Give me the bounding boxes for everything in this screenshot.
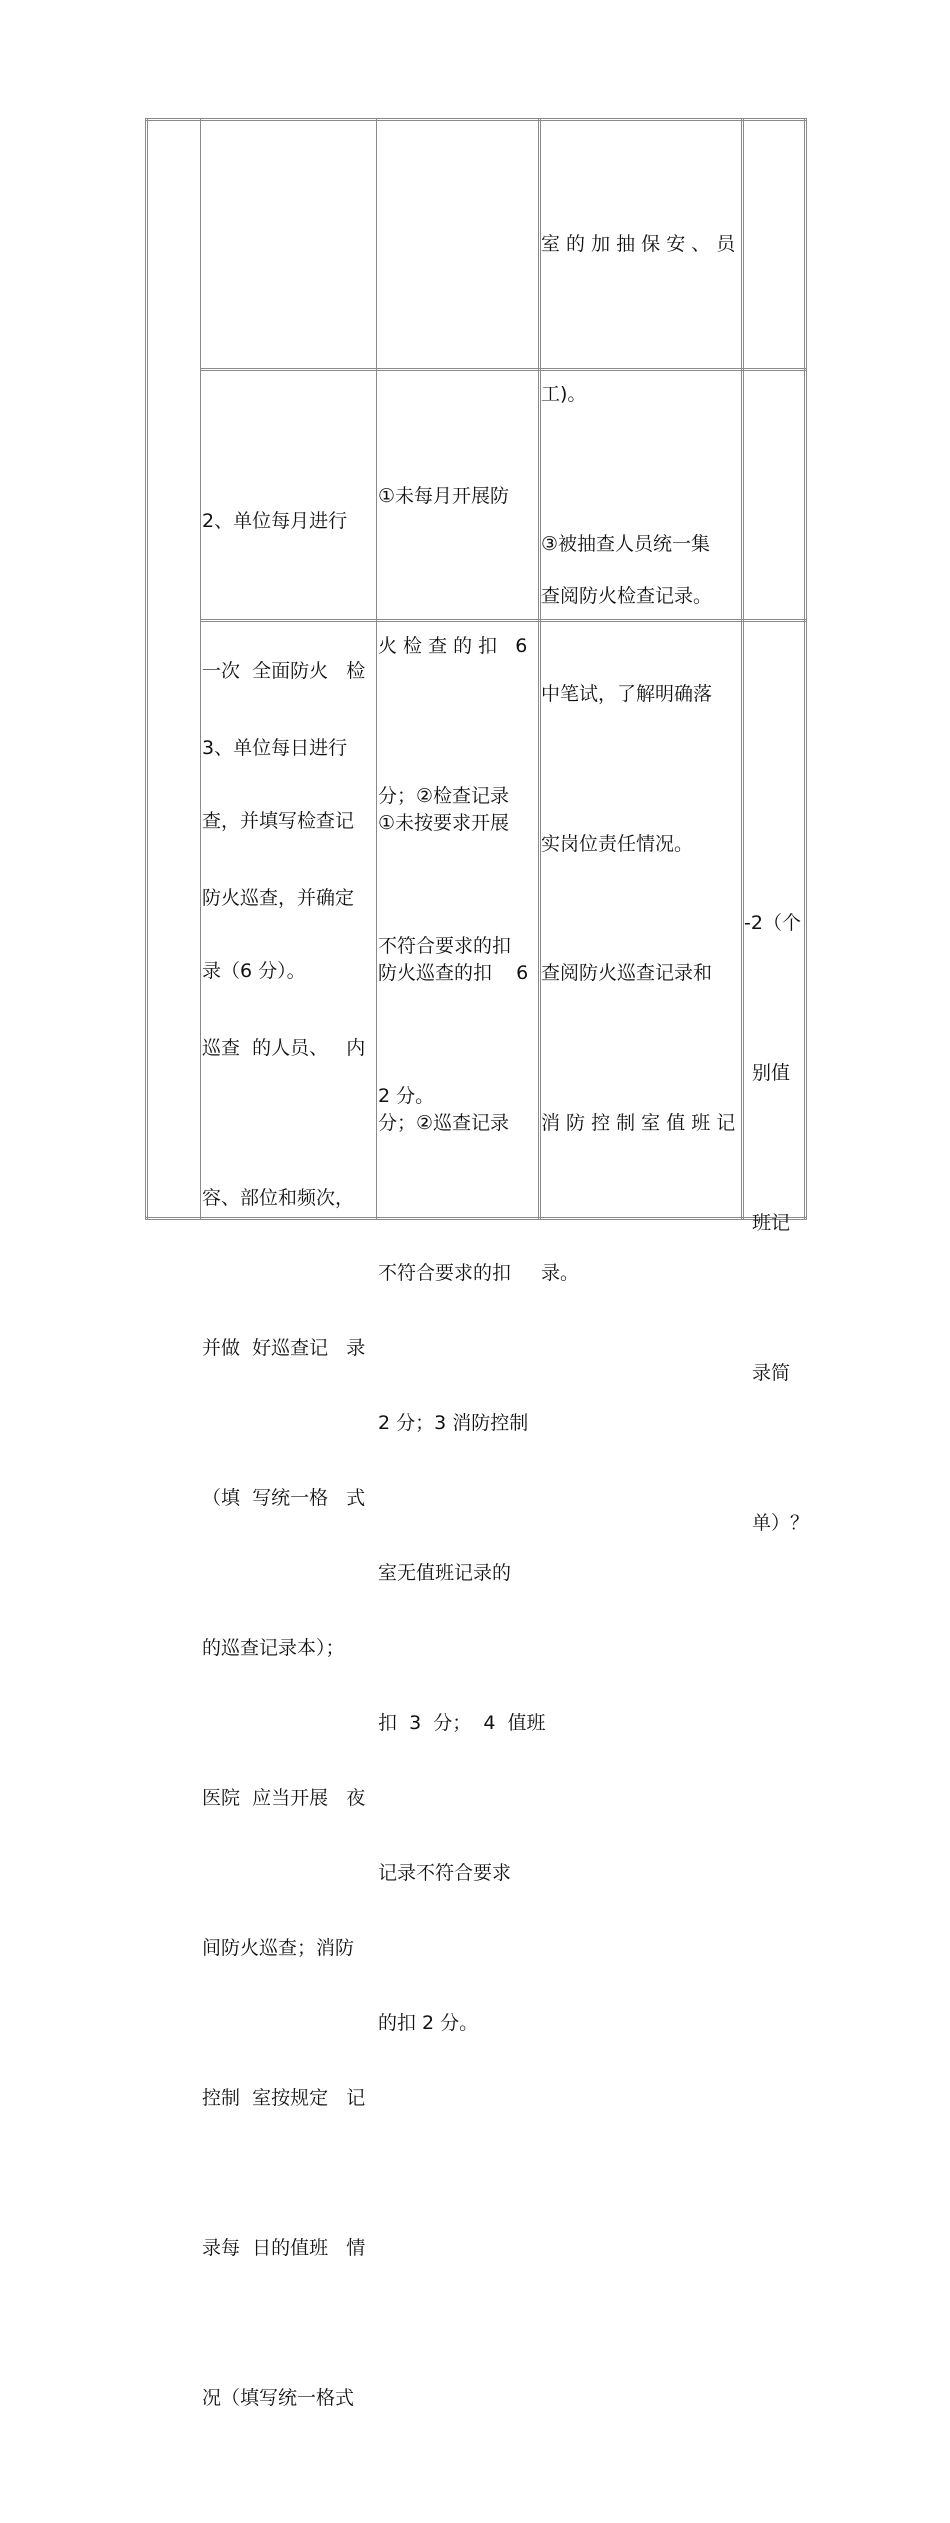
text-line: 巡查 的人员、 内 bbox=[202, 1037, 366, 1059]
text-line: 录每 日的值班 情 bbox=[202, 2237, 366, 2259]
text-line: 录。 bbox=[541, 1262, 580, 1284]
row3-deduction-cell bbox=[378, 698, 546, 2148]
text-line: 间防火巡查；消防 bbox=[202, 1937, 355, 1959]
text-line: 2 分。 bbox=[378, 1085, 435, 1107]
text-line: 别值 bbox=[752, 1062, 791, 1084]
column-divider-1 bbox=[200, 118, 201, 1220]
text-line: 查，并填写检查记 bbox=[202, 810, 355, 832]
text-line: 实岗位责任情况。 bbox=[541, 833, 694, 855]
text-line: 容、部位和频次， bbox=[202, 1187, 355, 1209]
column-divider-2 bbox=[376, 118, 377, 1220]
text-line: 录简 bbox=[752, 1362, 791, 1384]
text-line: 的扣 2 分。 bbox=[378, 2012, 479, 2034]
text-line: 不符合要求的扣 bbox=[378, 935, 512, 957]
text-line: 室 的 加 抽 保 安 、 员 bbox=[541, 233, 736, 255]
row3-method-cell bbox=[541, 848, 735, 1398]
text-line: 并做 好巡查记 录 bbox=[202, 1337, 366, 1359]
text-line: 分；②检查记录 bbox=[378, 785, 510, 807]
text-line: 防火巡查，并确定 bbox=[202, 887, 355, 909]
text-line: （填 写统一格 式 bbox=[202, 1487, 366, 1509]
text-line: 中笔试，了解明确落 bbox=[541, 683, 713, 705]
text-line: 录（6 分）。 bbox=[202, 960, 306, 982]
row2-method-cell bbox=[541, 471, 712, 721]
text-line: 分；②巡查记录 bbox=[378, 1112, 510, 1134]
text-line: 室无值班记录的 bbox=[378, 1562, 512, 1584]
text-line: ①未每月开展防 bbox=[378, 485, 510, 507]
text-line: 一次 全面防火 检 bbox=[202, 660, 366, 682]
text-line: ①未按要求开展 bbox=[378, 812, 510, 834]
text-line: 火 检 查 的 扣 6 bbox=[378, 635, 528, 657]
text-line: 况（填写统一格式 bbox=[202, 2387, 355, 2409]
text-line: 记录不符合要求 bbox=[378, 1862, 512, 1884]
text-line: 查阅防火巡查记录和 bbox=[541, 962, 713, 984]
text-line: 2、单位每月进行 bbox=[202, 510, 348, 532]
text-line: 扣 3 分； 4 值班 bbox=[378, 1712, 546, 1734]
text-line: 班记 bbox=[752, 1212, 791, 1234]
text-line: -2（个 bbox=[744, 912, 801, 934]
text-line: 医院 应当开展 夜 bbox=[202, 1787, 366, 1809]
text-line: 单）？ bbox=[752, 1512, 810, 1534]
row3-requirement-cell bbox=[202, 623, 365, 2523]
text-line: 2 分；3 消防控制 bbox=[378, 1412, 529, 1434]
text-line: 不符合要求的扣 bbox=[378, 1262, 512, 1284]
text-line: 工)。 bbox=[541, 383, 587, 405]
text-line: 防火巡查的扣 6 bbox=[378, 962, 529, 984]
inspection-table bbox=[145, 118, 810, 2409]
text-line: 消 防 控 制 室 值 班 记 bbox=[541, 1112, 736, 1134]
row3-score-cell bbox=[744, 798, 809, 1648]
text-line: 控制 室按规定 记 bbox=[202, 2087, 366, 2109]
text-line: 查阅防火检查记录。 bbox=[541, 585, 713, 607]
text-line: 3、单位每日进行 bbox=[202, 737, 348, 759]
table-border-left bbox=[145, 118, 148, 1220]
text-line: 的巡查记录本）； bbox=[202, 1637, 345, 1659]
text-line: ③被抽查人员统一集 bbox=[541, 533, 711, 555]
